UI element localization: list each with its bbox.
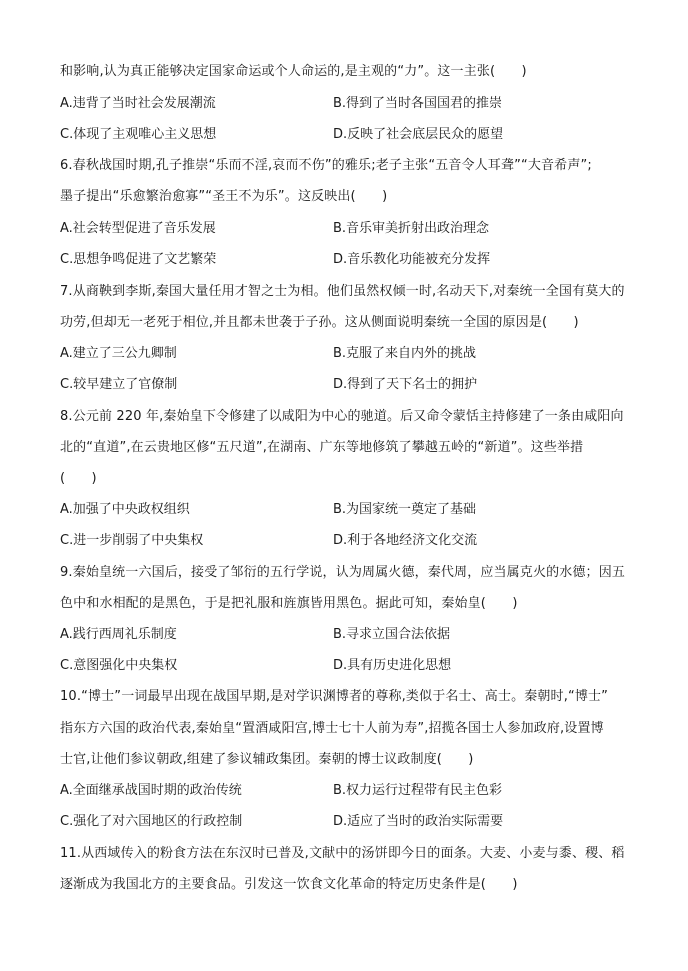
q6-option-c: C.思想争鸣促进了文艺繁荣: [60, 252, 217, 267]
q6-stem-1a: 6.春秋战国时期,孔子推崇“乐而不淫,哀而不伤”的雅乐;老子主张“五音令人耳聋”“: [60, 158, 528, 173]
q5-stem-line-1: 和影响,认为真正能够决定国家命运或个人命运的,是主观的“力”。这一主张( ): [60, 64, 527, 79]
q9-option-c: C.意图强化中央集权: [60, 658, 178, 673]
q5-option-b: B.得到了当时各国国君的推崇: [333, 96, 503, 111]
q7-option-c: C.较早建立了官僚制: [60, 377, 178, 392]
q10-option-c: C.强化了对六国地区的行政控制: [60, 814, 243, 829]
q8-option-c: C.进一步削弱了中央集权: [60, 533, 204, 548]
q9-stem-line-2: 色中和水相配的是黑色，于是把礼服和旌旗皆用黑色。据此可知，秦始皇( ): [60, 596, 518, 611]
q6-quote-shengwang: 圣王不为乐: [212, 189, 278, 204]
q6-stem-1c: ”;: [580, 158, 592, 173]
q7-option-d: D.得到了天下名士的拥护: [333, 377, 478, 392]
q6-stem-2c: ”。这反映出( ): [277, 189, 388, 204]
q8-stem-line-1: 8.公元前 220 年,秦始皇下令修建了以咸阳为中心的驰道。后又命令蒙恬主持修建了一条由咸阳向: [60, 409, 624, 424]
q8-option-a: A.加强了中央政权组织: [60, 502, 190, 517]
q7-option-a: A.建立了三公九卿制: [60, 346, 177, 361]
q10-option-d: D.适应了当时的政治实际需要: [333, 814, 504, 829]
q8-option-b: B.为国家统一奠定了基础: [333, 502, 477, 517]
q9-option-a: A.践行西周礼乐制度: [60, 627, 177, 642]
q9-stem-line-1: 9.秦始皇统一六国后，接受了邹衍的五行学说，认为周属火德，秦代周，应当属克火的水德；因五: [60, 565, 626, 580]
q9-option-d: D.具有历史进化思想: [333, 658, 452, 673]
q5-option-a: A.违背了当时社会发展潮流: [60, 96, 216, 111]
q7-stem-line-1: 7.从商鞅到李斯,秦国大量任用才智之士为相。他们虽然权倾一时,名动天下,对秦统一全国有莫大的: [60, 284, 625, 299]
q8-stem-line-2: 北的“直道”,在云贵地区修“五尺道”,在湖南、广东等地修筑了攀越五岭的“新道”。这些举措: [60, 440, 584, 455]
q11-stem-line-2: 逐渐成为我国北方的主要食品。引发这一饮食文化革命的特定历史条件是( ): [60, 877, 518, 892]
q10-option-b: B.权力运行过程带有民主色彩: [333, 783, 503, 798]
q10-stem-line-1: 10.“博士”一词最早出现在战国早期,是对学识渊博者的尊称,类似于名士、高士。秦朝时,“博士”: [60, 689, 609, 704]
q10-stem-line-2: 指东方六国的政治代表,秦始皇“置酒咸阳宫,博士七十人前为寿”,招揽各国士人参加政府,设置博: [60, 721, 604, 736]
q5-option-c: C.体现了主观唯心主义思想: [60, 127, 217, 142]
q6-option-b: B.音乐审美折射出政治理念: [333, 221, 490, 236]
q6-stem-2a: 墨子提出“乐愈繁治愈寡”“: [60, 189, 213, 204]
q10-option-a: A.全面继承战国时期的政治传统: [60, 783, 242, 798]
q6-quote-dayinxisheng: 大音希声: [527, 158, 581, 173]
q6-stem-line-2: [60, 188, 638, 206]
q10-stem-line-3: 士官,让他们参议朝政,组建了参议辅政集团。秦朝的博士议政制度( ): [60, 752, 474, 767]
q6-stem-line-1: [60, 157, 638, 175]
q8-option-d: D.利于各地经济文化交流: [333, 533, 478, 548]
q7-option-b: B.克服了来自内外的挑战: [333, 346, 477, 361]
q5-option-d: D.反映了社会底层民众的愿望: [333, 127, 504, 142]
q9-option-b: B.寻求立国合法依据: [333, 627, 451, 642]
q11-stem-line-1: 11.从西域传入的粉食方法在东汉时已普及,文献中的汤饼即今日的面条。大麦、小麦与黍、稷、稻: [60, 846, 625, 861]
q8-stem-line-3: ( ): [60, 471, 97, 486]
q6-option-a: A.社会转型促进了音乐发展: [60, 221, 216, 236]
q6-option-d: D.音乐教化功能被充分发挥: [333, 252, 491, 267]
q7-stem-line-2: 功劳,但却无一老死于相位,并且都未世袭于子孙。这从侧面说明秦统一全国的原因是( ): [60, 315, 579, 330]
